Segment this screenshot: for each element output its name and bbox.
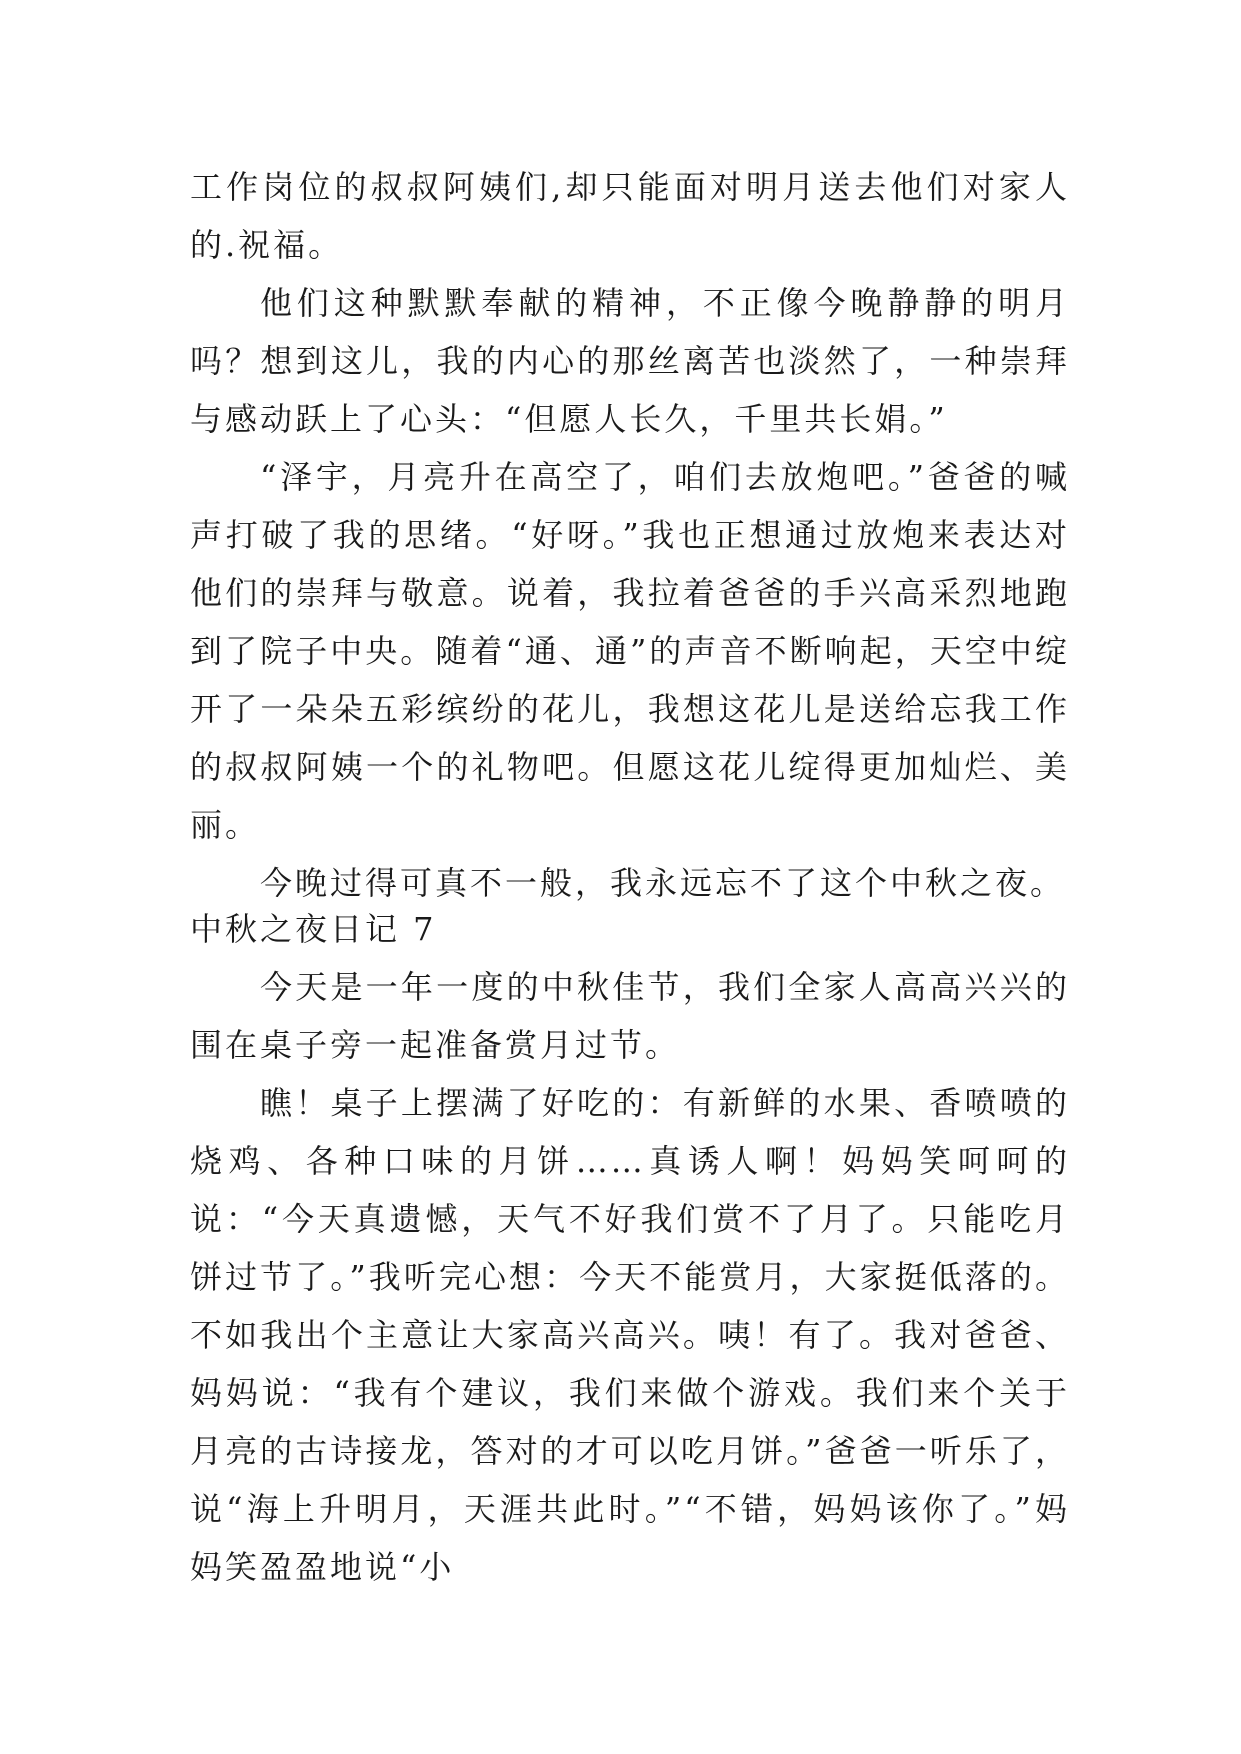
section-heading: 中秋之夜日记 7 bbox=[190, 910, 437, 948]
diary-section-continued bbox=[190, 158, 1070, 912]
paragraph-fireworks: “泽宇，月亮升在高空了，咱们去放炮吧。”爸爸的喊声打破了我的思绪。“好呀。”我也正想通过放炮来表达对他们的崇拜与敬意。说着，我拉着爸爸的手兴高采烈地跑到了院子中央。随着“通、通”的声音不断响起，天空中绽开了一朵朵五彩缤纷的花儿，我想这花儿是送给忘我工作的叔叔阿姨一个的礼物吧。但愿这花儿绽得更加灿烂、美丽。 bbox=[190, 458, 1070, 844]
paragraph-conclusion: 今晚过得可真不一般，我永远忘不了这个中秋之夜。 bbox=[260, 864, 1066, 902]
diary-section-7 bbox=[190, 900, 1070, 1596]
paragraph-festival: 今天是一年一度的中秋佳节，我们全家人高高兴兴的围在桌子旁一起准备赏月过节。 bbox=[190, 968, 1070, 1064]
paragraph-continuation: 工作岗位的叔叔阿姨们,却只能面对明月送去他们对家人的.祝福。 bbox=[190, 168, 1070, 264]
paragraph-dedication: 他们这种默默奉献的精神，不正像今晚静静的明月吗？想到这儿，我的内心的那丝离苦也淡然了，一种崇拜与感动跃上了心头：“但愿人长久，千里共长娟。” bbox=[190, 284, 1070, 438]
paragraph-poem-game: 瞧！桌子上摆满了好吃的：有新鲜的水果、香喷喷的烧鸡、各种口味的月饼……真诱人啊！妈妈笑呵呵的说：“今天真遗憾，天气不好我们赏不了月了。只能吃月饼过节了。”我听完心想：今天不能赏月，大家挺低落的。不如我出个主意让大家高兴高兴。咦！有了。我对爸爸、妈妈说：“我有个建议，我们来做个游戏。我们来个关于月亮的古诗接龙，答对的才可以吃月饼。”爸爸一听乐了，说“海上升明月，天涯共此时。”“不错，妈妈该你了。”妈妈笑盈盈地说“小 bbox=[190, 1084, 1070, 1586]
